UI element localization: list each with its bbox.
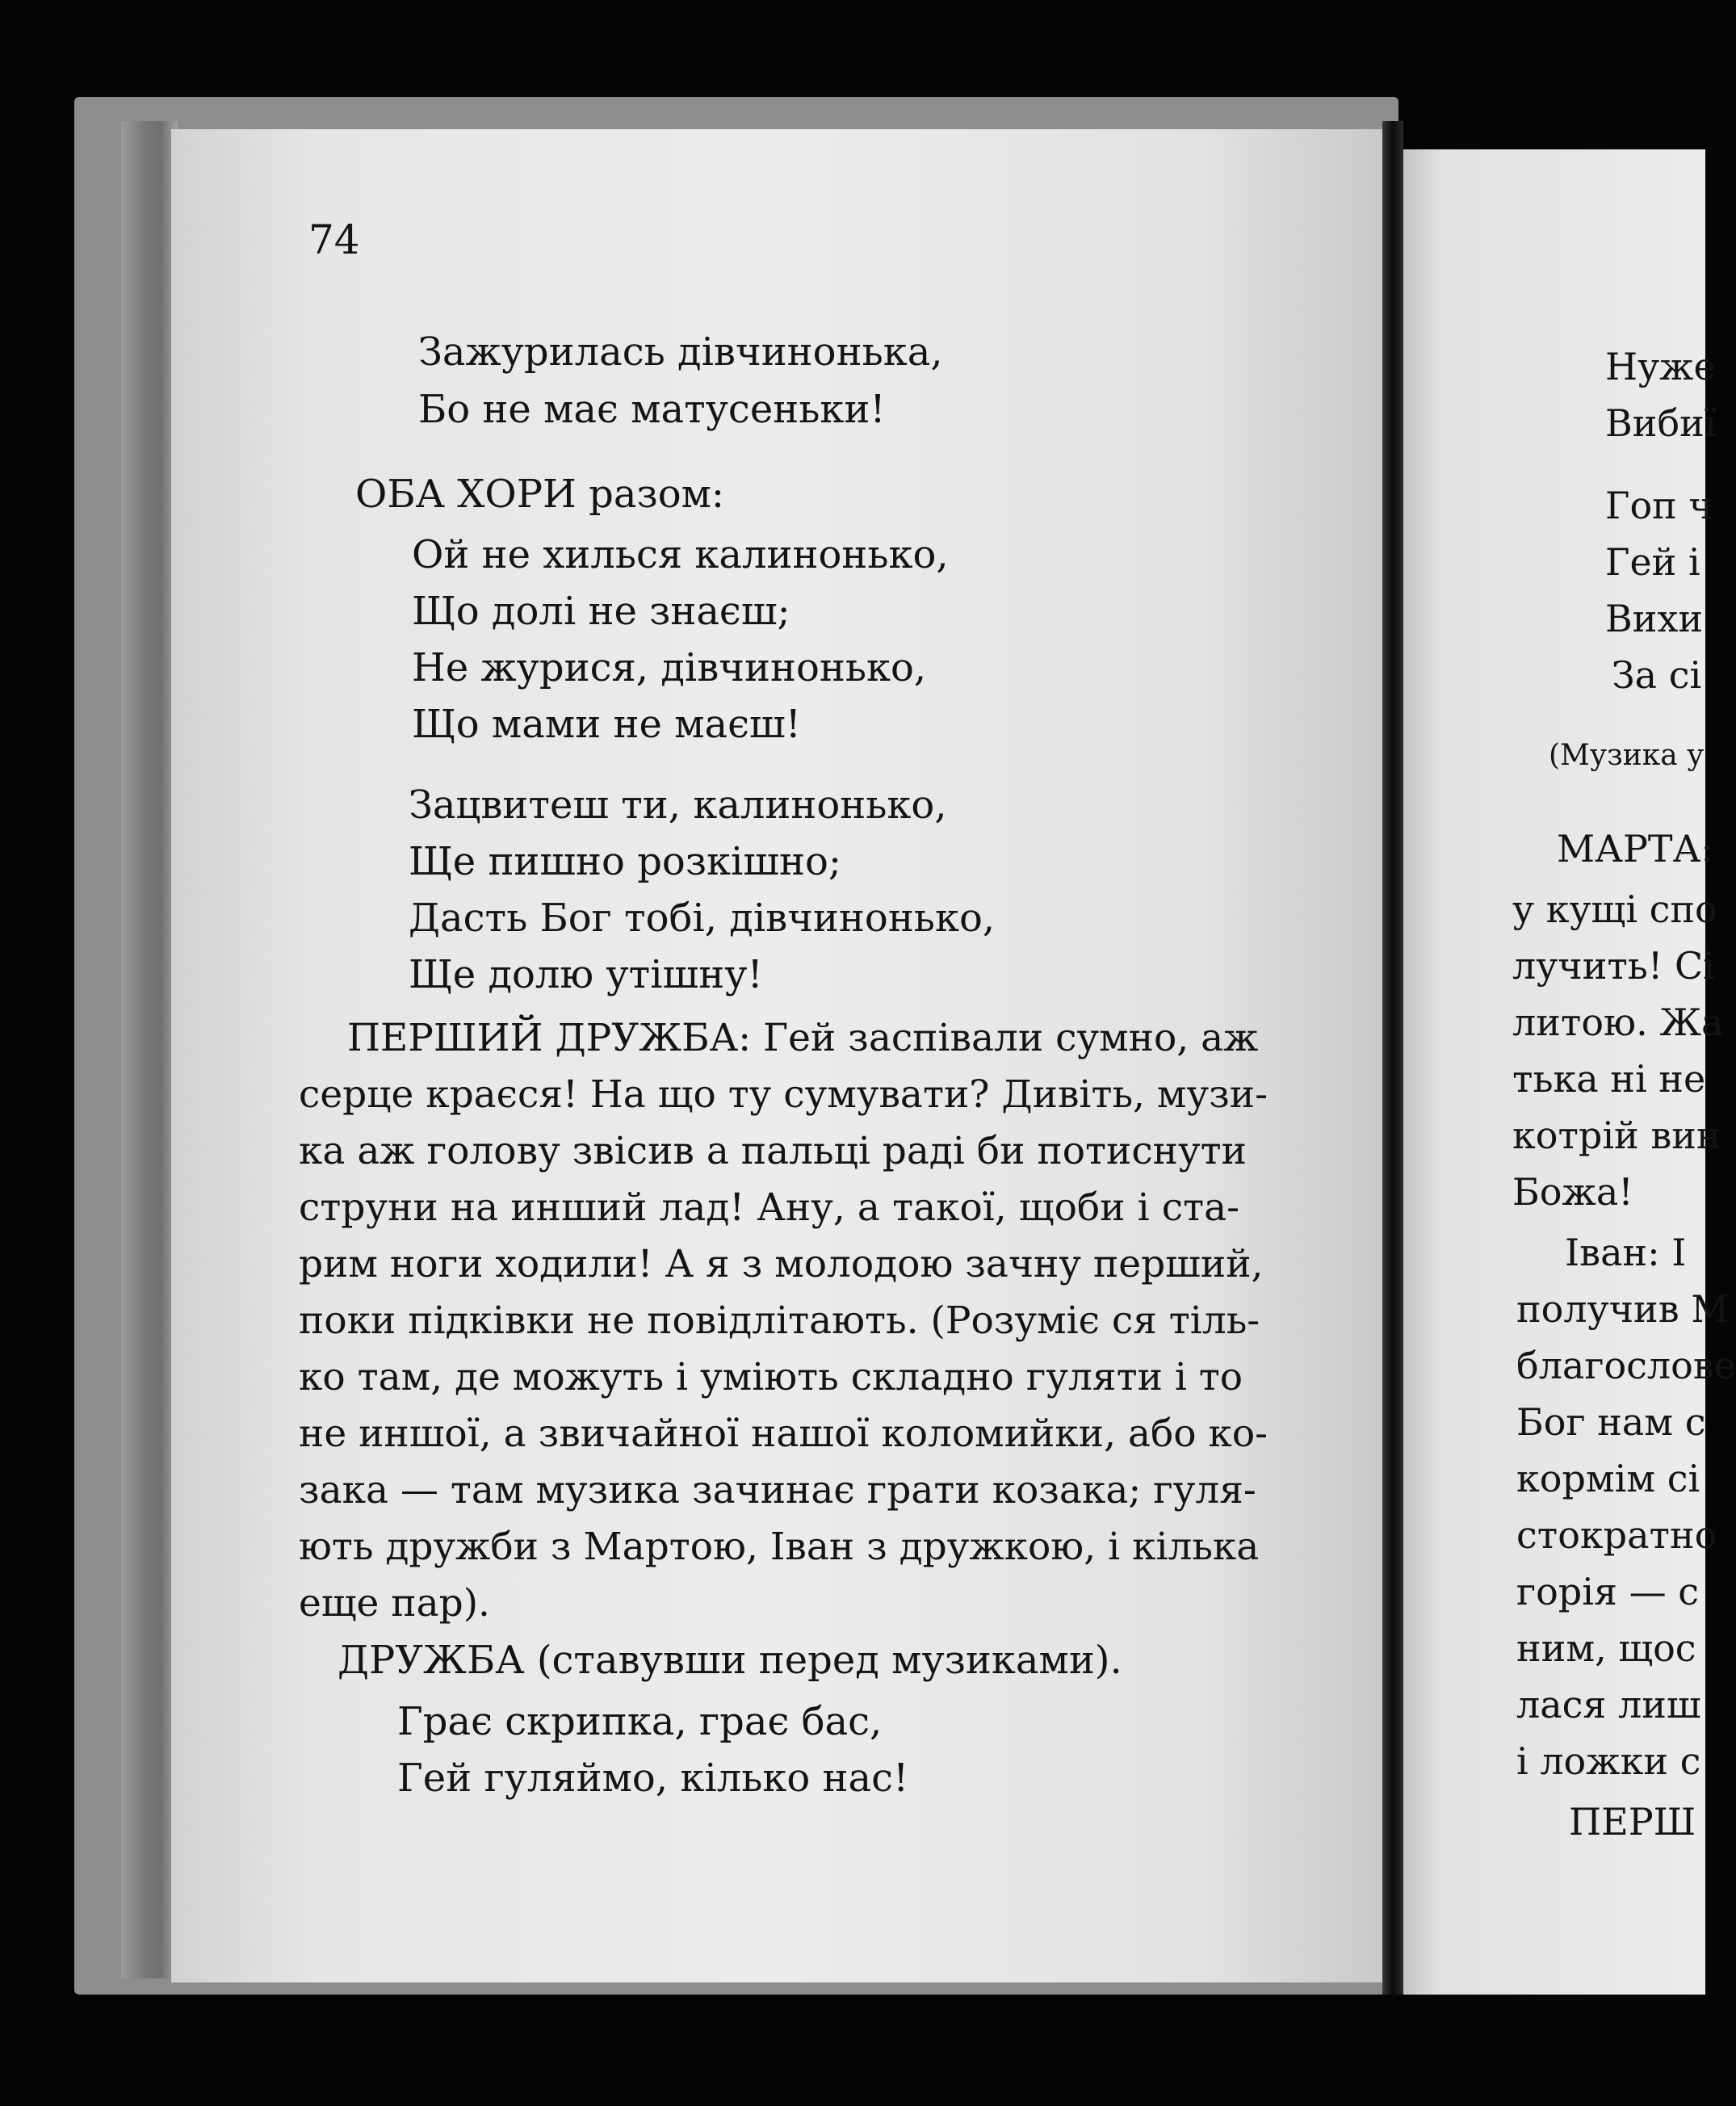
- right-page-line: лучить! Сі: [1512, 944, 1715, 988]
- prose-line: ють дружби з Мартою, Іван з дружкою, і кілька: [299, 1525, 1260, 1569]
- right-page-line: лася лиш: [1516, 1683, 1701, 1726]
- right-page-line: Божа!: [1512, 1170, 1633, 1214]
- right-page-line: ПЕРШ: [1569, 1800, 1696, 1844]
- verse-line: Не журися, дівчинонько,: [412, 645, 927, 690]
- right-page-line: литою. Жа: [1512, 1001, 1724, 1044]
- right-page-line: МАРТА:: [1557, 827, 1713, 871]
- verse-line: Зацвитеш ти, калинонько,: [409, 782, 947, 828]
- verse-line: Грає скрипка, грає бас,: [397, 1699, 883, 1744]
- page-stack-edge: [121, 121, 178, 1978]
- right-page-line: кормім сі: [1516, 1457, 1700, 1500]
- book-gutter: [1382, 121, 1403, 1995]
- right-page-line: горія — с: [1516, 1570, 1699, 1613]
- verse-line: Що долі не знаєш;: [412, 589, 790, 634]
- right-page-line: Нуже: [1605, 345, 1716, 388]
- right-page-line: Бог нам с: [1516, 1400, 1706, 1444]
- right-page-line: Іван: І: [1565, 1231, 1687, 1274]
- right-page-line: получив М: [1516, 1287, 1730, 1331]
- right-page-line: благослове: [1516, 1344, 1736, 1387]
- right-page-line: тька ні не: [1512, 1057, 1706, 1101]
- right-page-line: Гоп ч: [1605, 484, 1713, 527]
- right-page-partial: [1403, 149, 1736, 1995]
- verse-line: Дасть Бог тобі, дівчинонько,: [409, 896, 996, 941]
- verse-line: Бо не має матусеньки!: [418, 387, 886, 432]
- prose-line: рим ноги ходили! А я з молодою зачну перший,: [299, 1242, 1264, 1286]
- verse-line: Ще пишно розкішно;: [409, 839, 842, 884]
- verse-line: Що мами не маєш!: [412, 702, 801, 747]
- right-page-line: Вибиї: [1605, 401, 1717, 445]
- prose-line: поки підківки не повідлітають. (Розуміє ся тіль-: [299, 1298, 1260, 1343]
- prose-line: ко там, де можуть і уміють складно гуляти і то: [299, 1355, 1243, 1399]
- speaker-heading: ДРУЖБА (ставувши перед музиками).: [338, 1638, 1122, 1683]
- page-number: 74: [308, 216, 360, 263]
- prose-line: ка аж голову звісив а пальці раді би потиснути: [299, 1129, 1247, 1173]
- right-page-line: (Музика у: [1549, 739, 1705, 772]
- prose-line: ПЕРШИЙ ДРУЖБА: Гей заспівали сумно, аж: [347, 1016, 1259, 1060]
- right-page-line: ним, щос: [1516, 1626, 1696, 1670]
- right-page-line: і ложки с: [1516, 1739, 1701, 1783]
- right-page-line: у кущі спо: [1512, 887, 1717, 931]
- right-page-line: стократно: [1516, 1513, 1717, 1557]
- prose-line: струни на инший лад! Ану, а такої, щоби і ста-: [299, 1185, 1239, 1230]
- verse-line: Гей гуляймо, кілько нас!: [397, 1756, 909, 1801]
- verse-line: Ще долю утішну!: [409, 952, 763, 997]
- right-page-line: Гей і: [1605, 540, 1700, 584]
- speaker-heading: ОБА ХОРИ разом:: [355, 472, 725, 517]
- verse-line: Ой не хилься калинонько,: [412, 532, 949, 577]
- prose-line: еще пар).: [299, 1581, 490, 1626]
- verse-line: Зажурилась дівчинонька,: [418, 329, 943, 375]
- prose-line: зака — там музика зачинає грати козака; гуля-: [299, 1468, 1256, 1512]
- right-page-line: За сі: [1612, 653, 1702, 697]
- prose-line: не иншої, а звичайної нашої коломийки, або ко-: [299, 1412, 1268, 1456]
- right-page-line: котрій вин: [1512, 1114, 1721, 1157]
- right-page-line: Вихи: [1605, 597, 1704, 640]
- prose-line: серце краєся! На що ту сумувати? Дивіть, музи-: [299, 1072, 1268, 1117]
